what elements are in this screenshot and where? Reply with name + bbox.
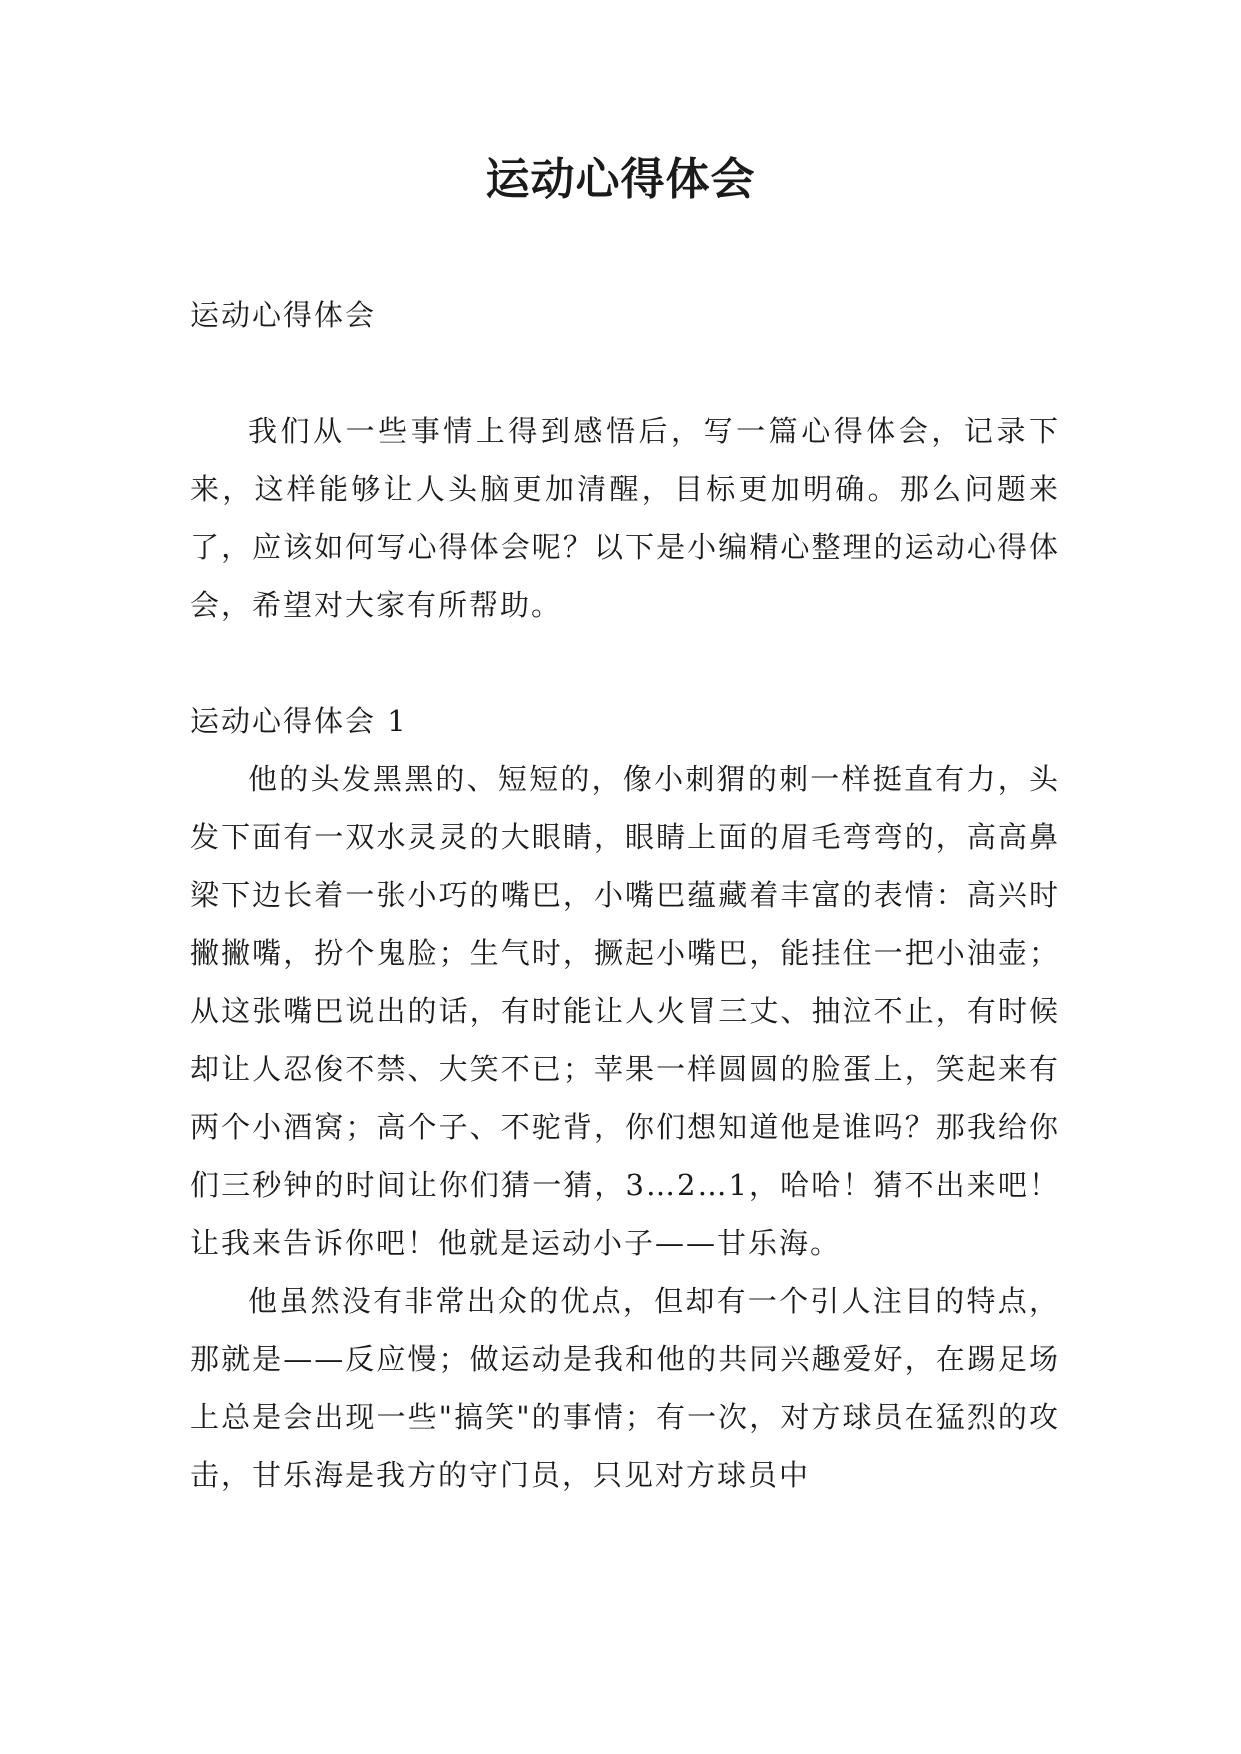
spacer [190,344,1060,402]
document-title: 运动心得体会 [485,154,756,205]
intro-paragraph: 我们从一些事情上得到感悟后，写一篇心得体会，记录下来，这样能够让人头脑更加清醒，目标更加明确。那么问题来了，应该如何写心得体会呢？以下是小编精心整理的运动心得体会，希望对大家有所帮助。 [190,414,1060,622]
document-body [190,286,1060,1504]
section-heading: 运动心得体会 1 [190,704,408,738]
body-paragraph: 他的头发黑黑的、短短的，像小刺猬的刺一样挺直有力，头发下面有一双水灵灵的大眼睛，眼睛上面的眉毛弯弯的，高高鼻梁下边长着一张小巧的嘴巴，小嘴巴蕴藏着丰富的表情：高兴时撇撇嘴，扮个鬼脸；生气时，撅起小嘴巴，能挂住一把小油壶；从这张嘴巴说出的话，有时能让人火冒三丈、抽泣不止，有时候却让人忍俊不禁、大笑不已；苹果一样圆圆的脸蛋上，笑起来有两个小酒窝；高个子、不驼背，你们想知道他是谁吗？那我给你们三秒钟的时间让你们猜一猜，3…2…1，哈哈！猜不出来吧！让我来告诉你吧！他就是运动小子——甘乐海。 [190,762,1060,1260]
document-subtitle: 运动心得体会 [190,298,377,332]
spacer [190,634,1060,692]
body-paragraph: 他虽然没有非常出众的优点，但却有一个引人注目的特点，那就是——反应慢；做运动是我和他的共同兴趣爱好，在踢足场上总是会出现一些"搞笑"的事情；有一次，对方球员在猛烈的攻击，甘乐海是我方的守门员，只见对方球员中 [190,1284,1060,1492]
